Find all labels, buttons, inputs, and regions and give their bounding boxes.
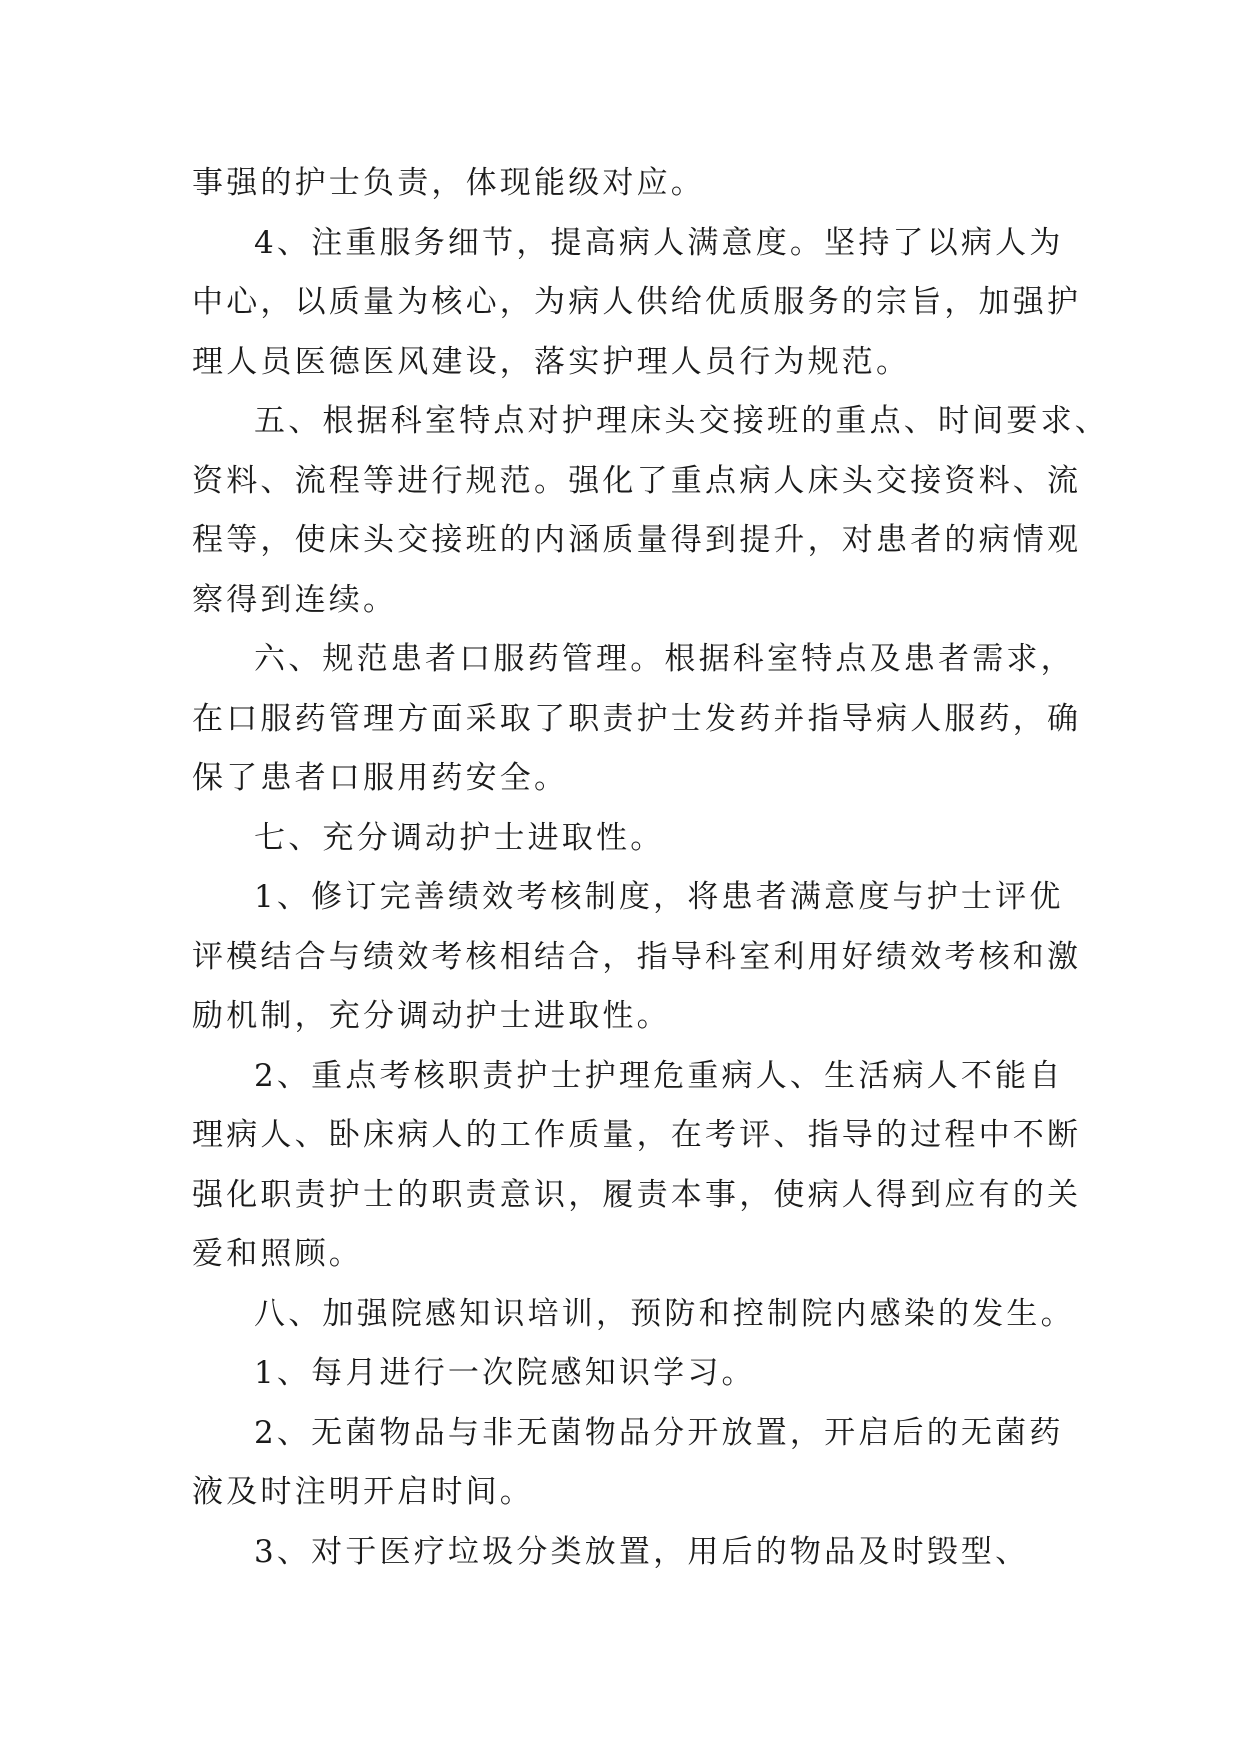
paragraph-continuation xyxy=(192,154,1052,214)
paragraph-section-6 xyxy=(192,630,1082,809)
text-line: 4、注重服务细节，提高病人满意度。坚持了以病人为 xyxy=(254,224,1064,261)
paragraph-item-2 xyxy=(192,1047,1082,1285)
paragraph-item-4 xyxy=(192,214,1082,393)
text-line: 五、根据科室特点对护理床头交接班的重点、时间要求、 xyxy=(254,403,1109,439)
text-line: 爱和照顾。 xyxy=(192,1236,363,1272)
text-line: 励机制，充分调动护士进取性。 xyxy=(192,998,671,1034)
text-line: 察得到连续。 xyxy=(192,581,398,618)
paragraph-item-1 xyxy=(192,868,1082,1047)
text-line: 液及时注明开启时间。 xyxy=(192,1474,534,1510)
text-line: 3、对于医疗垃圾分类放置，用后的物品及时毁型、 xyxy=(254,1533,1030,1570)
text-line: 八、加强院感知识培训，预防和控制院内感染的发生。 xyxy=(254,1295,1075,1332)
paragraph-item-1b xyxy=(192,1344,1052,1404)
text-line: 事强的护士负责，体现能级对应。 xyxy=(192,165,705,201)
document-body xyxy=(192,154,1109,1582)
paragraph-item-3 xyxy=(192,1523,1052,1583)
text-line: 在口服药管理方面采取了职责护士发药并指导病人服药，确 xyxy=(192,700,1082,737)
paragraph-section-5 xyxy=(192,392,1109,630)
text-line: 程等，使床头交接班的内涵质量得到提升，对患者的病情观 xyxy=(192,522,1082,558)
paragraph-section-7 xyxy=(192,809,1052,869)
text-line: 七、充分调动护士进取性。 xyxy=(254,819,665,856)
text-line: 理人员医德医风建设，落实护理人员行为规范。 xyxy=(192,343,911,380)
text-line: 六、规范患者口服药管理。根据科室特点及患者需求， xyxy=(254,641,1075,677)
text-line: 1、每月进行一次院感知识学习。 xyxy=(254,1355,756,1391)
text-line: 1、修订完善绩效考核制度，将患者满意度与护士评优 xyxy=(254,879,1064,915)
text-line: 保了患者口服用药安全。 xyxy=(192,760,569,796)
text-line: 2、无菌物品与非无菌物品分开放置，开启后的无菌药 xyxy=(254,1414,1064,1451)
text-line: 强化职责护士的职责意识，履责本事，使病人得到应有的关 xyxy=(192,1176,1082,1213)
paragraph-item-2b xyxy=(192,1404,1064,1523)
text-line: 2、重点考核职责护士护理危重病人、生活病人不能自 xyxy=(254,1057,1064,1094)
text-line: 资料、流程等进行规范。强化了重点病人床头交接资料、流 xyxy=(192,462,1082,499)
text-line: 理病人、卧床病人的工作质量，在考评、指导的过程中不断 xyxy=(192,1117,1082,1153)
text-line: 评模结合与绩效考核相结合，指导科室利用好绩效考核和激 xyxy=(192,938,1082,975)
text-line: 中心，以质量为核心，为病人供给优质服务的宗旨，加强护 xyxy=(192,284,1082,320)
paragraph-section-8 xyxy=(192,1285,1075,1345)
